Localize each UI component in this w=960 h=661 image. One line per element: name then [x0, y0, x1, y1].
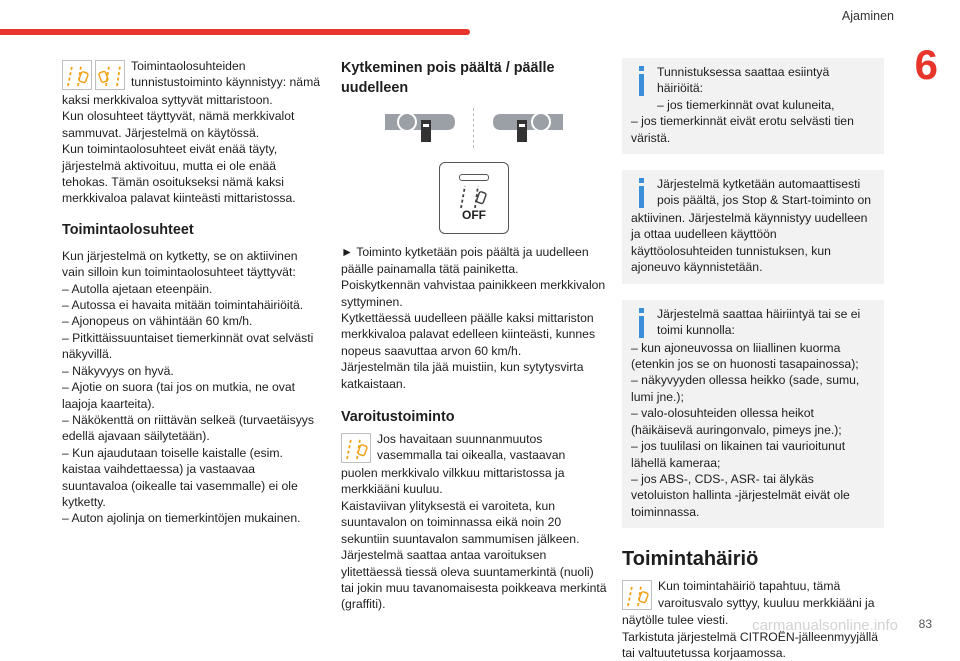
lane-departure-fault-icon: [622, 580, 652, 610]
info-icon: [631, 176, 653, 210]
page-number: 83: [918, 617, 932, 631]
lane-departure-right-icon: [95, 60, 125, 90]
off-label: OFF: [462, 208, 486, 223]
top-accent-bar: [0, 29, 470, 35]
warning-icon-box: [341, 433, 371, 463]
info-icon: [631, 306, 653, 340]
column-3: [622, 58, 884, 661]
intro-text: kaksi merkkivaloa syttyvät mittaristoon. Kun olosuhteet täyttyvät, nämä merkkivalot sammuvat. Järjestelmä on käytössä. Kun toimintaolosuhteet eivät enää täyty, järjestelmä aktivoituu, mutta ei ole enää tehokas. Tämän osoitukseksi nämä kaksi merkkivaloa palavat kiinteästi mittaristossa.: [62, 93, 296, 206]
note-disturbance-text: – kun ajoneuvossa on liiallinen kuorma (etenkin jos se on huonosti tasapainossa); – näkyvyyden ollessa heikko (sade, sumu, lumi jne.); – valo-olosuhteiden ollessa heikot (häikäisevä auringonvalo, pimeys jne.); – jos tuulilasi on likainen tai vaurioitunut lähellä kameraa; – jos ABS-, CDS-, ASR- tai älykäs vetoluiston hallinta -järjestelmät eivät ole toiminnassa.: [631, 340, 860, 519]
note-detection-first: Tunnistuksessa saattaa esiintyä häiriöitä: – jos tiemerkinnät ovat kuluneita,: [657, 65, 835, 112]
lane-departure-left-icon: [341, 433, 371, 463]
toggle-instructions: ► Toiminto kytketään pois päältä ja uudelleen päälle painamalla tätä painiketta. Poiskytkennän vahvistaa painikkeen merkkivalon syttyminen. Kytkettäessä uudelleen päälle kaksi mittariston merkkivaloa palavat edelleen kiinteästi, kunnes nopeus saavuttaa arvon 60 km/h. Järjestelmän tila jää muistiin, kun sytytysvirta katkaistaan.: [341, 245, 606, 391]
chapter-number: 6: [914, 41, 938, 88]
warning-first-lines: Jos havaitaan suunnanmuutos vasemmalla tai oikealla, vastaavan: [377, 432, 566, 463]
fault-icon-box: [622, 580, 652, 610]
section-heading-conditions: Toimintaolosuhteet: [62, 221, 194, 238]
note-detection-text: – jos tiemerkinnät eivät erotu selvästi tien väristä.: [631, 114, 854, 145]
section-heading-fault: Toimintahäiriö: [622, 548, 759, 571]
column-1: [62, 58, 320, 527]
column-2: [341, 58, 607, 613]
fault-first-lines: Kun toimintahäiriö tapahtuu, tämä varoitusvalo syttyy, kuuluu merkkiääni ja: [658, 579, 875, 610]
warning-icons-pair: [62, 60, 125, 90]
lane-departure-icon: [455, 185, 493, 209]
conditions-list: Kun järjestelmä on kytketty, se on aktiivinen vain silloin kun toimintaolosuhteet täyttyvät: – Autolla ajetaan eteenpäin. – Autossa ei havaita mitään toimintahäiriöitä. – Ajonopeus on vähintään 60 km/h. – Pitkittäissuuntaiset tiemerkinnät ovat selvästi näkyvillä. – Näkyvyys on hyvä. – Ajotie on suora (tai jos on mutkia, ne ovat laajoja kaarteita). – Näkökenttä on riittävän selkeä (turvaetäisyys edellä ajavaan säilytetään). – Kun ajaudutaan toiselle kaistalle (esim. kaistaa vaihdettaessa) ja vastaavaa suuntavaloa (oikealle tai vasemmalle) ei ole kytketty. – Auton ajolinja on tiemerkintöjen mukainen.: [62, 248, 314, 526]
fault-text: näytölle tulee viesti. Tarkistuta järjestelmä CITROËN-jälleenmyyjällä tai valtuutetussa korjaamossa.: [622, 613, 879, 660]
lane-assist-off-button: [439, 162, 509, 234]
intro-first-lines: Toimintaolosuhteiden tunnistustoiminto käynnistyy: nämä: [131, 59, 320, 90]
watermark: carmanualsonline.info: [752, 617, 898, 634]
note-disturbance-first: Järjestelmä saattaa häiriintyä tai se ei toimi kunnolla:: [657, 306, 861, 338]
info-icon: [631, 64, 653, 98]
header-title: Ajaminen: [841, 9, 894, 23]
steering-diagram: [341, 108, 607, 148]
info-note-detection: [622, 58, 884, 154]
warning-text: puolen merkkivalo vilkkuu mittaristossa ja merkkiääni kuuluu. Kaistaviivan ylityksestä ei varoiteta, kun suuntavalon on toiminnassa eikä noin 20 sekuntiin suuntavalon sammumisen jälkeen. Järjestelmä saattaa antaa varoituksen ylitettäessä tiessä oleva suuntamerkintä (nuoli) tai jokin muu tavanomaisesta poikkeava merkintä (graffiti).: [341, 466, 607, 612]
info-note-disturbance: [622, 300, 884, 528]
lane-departure-left-icon: [62, 60, 92, 90]
section-heading-warning: Varoitustoiminto: [341, 409, 455, 426]
info-note-stop-start: [622, 170, 884, 284]
note-stop-start-text: aktiivinen. Järjestelmä käynnistyy uudelleen ja ottaa uudelleen käyttöön käyttöolosuhteiden tunnistuksen, kun ajoneuvo käynnistetään.: [631, 211, 868, 275]
steering-wheel-left-icon: [381, 108, 459, 148]
warning-block: [341, 431, 607, 613]
note-stop-start-first: Järjestelmä kytketään automaattisesti pois päältä, jos Stop & Start-toiminto on: [657, 177, 872, 208]
button-indicator-led: [459, 174, 489, 181]
diagram-divider: [473, 108, 475, 148]
steering-wheel-right-icon: [489, 108, 567, 148]
section-heading-toggle: Kytkeminen pois päältä / päälle uudelleen: [341, 60, 555, 96]
